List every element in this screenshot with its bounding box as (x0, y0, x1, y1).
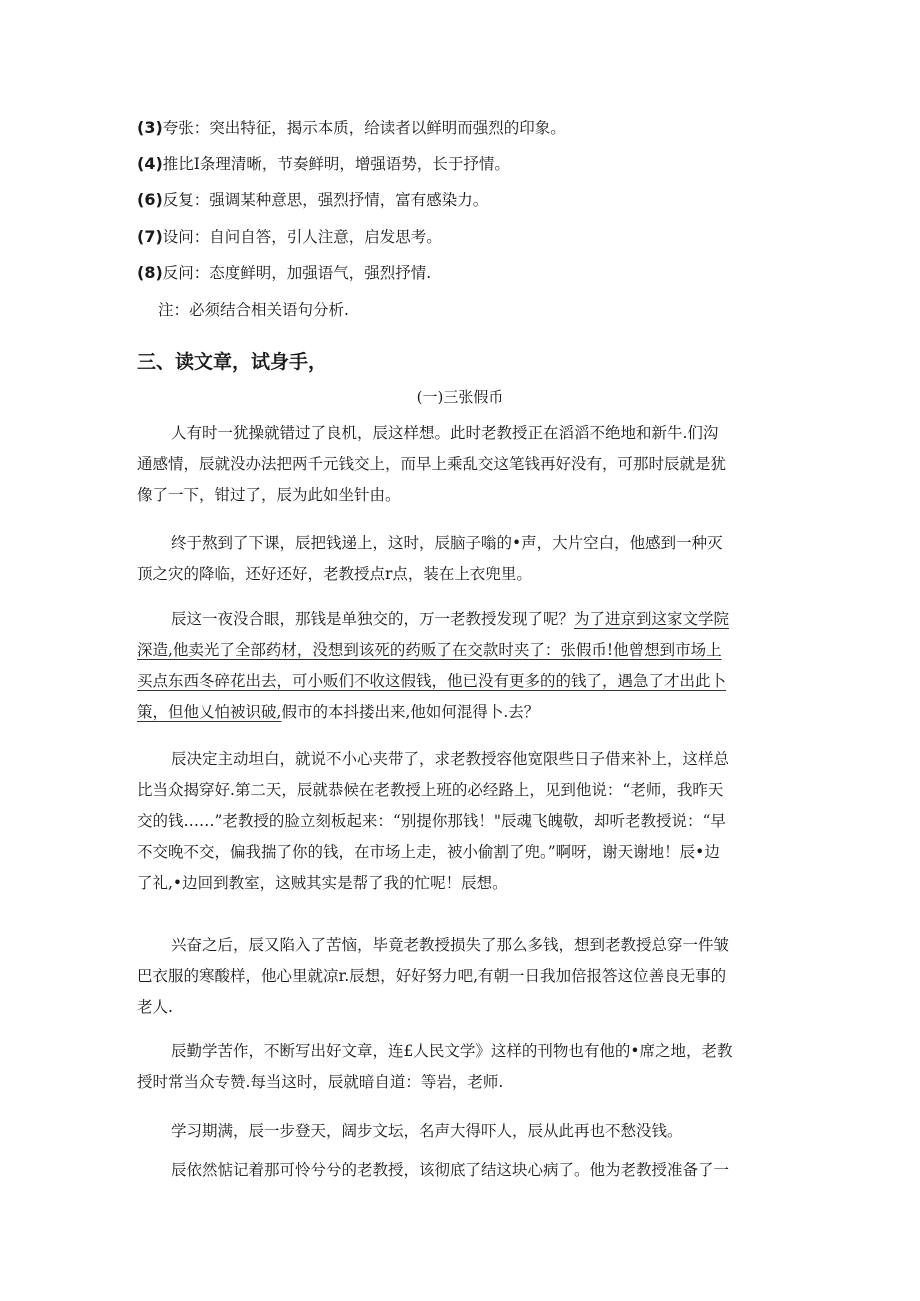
list-item-parallelism (137, 152, 510, 176)
list-number: (4) (137, 154, 163, 173)
text-line: 辰依然惦记着那可怜兮兮的老教授，该彻底了结这块心病了。他为老教授准备了一 (171, 1161, 730, 1179)
section-heading: 三、读文章，试身手， (137, 351, 328, 373)
text-line: 通感情，辰就没办法把两千元钱交上，而早上乘乱交这笔钱再好没有，可那时辰就是犹 (137, 455, 727, 473)
paragraph (137, 528, 785, 590)
text-line: 授时常当众专赞.每当这时，辰就暗自道：等岩，老师. (137, 1073, 504, 1091)
list-text: 设问：自问自答，引人注意，启发思考。 (162, 228, 442, 246)
list-item-rhetorical-question (137, 261, 431, 285)
list-text: 反复：强调某种意思，强烈抒情，富有感染力。 (162, 191, 489, 209)
list-number: (3) (137, 118, 163, 137)
text-line (137, 697, 785, 728)
story-title: (一)三张假币 (416, 388, 504, 406)
text-line: 不交晚不交，偏我揣了你的钱，在市场上走，被小偷割了兜。”啊呀，谢天谢地！辰•边 (137, 843, 720, 861)
text-line: 辰勤学苦作，不断写出好文章，连£人民文学》这样的刊物也有他的•席之地，老教 (171, 1042, 733, 1060)
underlined-segment: 为了进京到这家文学院 (574, 610, 730, 628)
list-number: (7) (137, 227, 163, 246)
text-segment: 假市的本抖搂出来,他如何混得卜.去？ (281, 703, 540, 721)
paragraph (137, 1116, 785, 1147)
list-text: 反问：态度鲜明，加强语气，强烈抒情. (162, 264, 432, 282)
text-line: 辰决定主动坦白，就说不小心夹带了，求老教授容他宽限些日子借来补上，这样总 (171, 750, 730, 768)
text-line: 终于熬到了下课，辰把钱递上，这时，辰脑子嗡的•声，大片空白，他感到一种灭 (171, 534, 723, 552)
text-line: 交的钱……”老教授的脸立刻板起来：“别提你那钱！"辰魂飞魄敬，却听老教授说：“早 (137, 812, 726, 830)
paragraph (137, 1036, 785, 1098)
underlined-segment: 深造,他卖光了全部药材，没想到该死的药贩了在交款时夹了：张假币!他曾想到市场上 (137, 641, 722, 659)
text-line: 顶之灾的降临，还好还好，老教授点r点，装在上衣兜里。 (137, 565, 532, 583)
paragraph (137, 1155, 785, 1186)
text-line (137, 635, 785, 666)
paragraph (137, 418, 785, 511)
text-line: 比当众揭穿好.第二天，辰就恭候在老教授上班的必经路上，见到他说：“老师，我昨天 (137, 781, 724, 799)
note: 注：必须结合相关语句分析. (158, 301, 349, 319)
text-line: 巴衣服的寒酸样，他心里就凉r.辰想，好好努力吧,有朝一日我加倍报答这位善良无事的 (137, 967, 727, 985)
text-line (137, 666, 785, 697)
text-line: 像了一下，钳过了，辰为此如坐针由。 (137, 486, 401, 504)
list-number: (6) (137, 190, 163, 209)
text-line: 老人. (137, 998, 173, 1016)
underlined-segment: 买点东西冬碎花出去，可小贩们不收这假钱，他已没有更多的的钱了，遇急了才出此卜 (137, 672, 727, 690)
list-item-exaggeration (137, 116, 566, 140)
paragraph (137, 744, 785, 899)
list-item-repetition (137, 188, 488, 212)
list-text: 推比I条理清晰，节奏鲜明，增强语势，长于抒情。 (162, 155, 510, 173)
text-line: 人有时一犹操就错过了良机，辰这样想。此时老教授正在滔滔不绝地和新牛.们沟 (171, 424, 719, 442)
underlined-segment: 策，但他乂怕被识破, (137, 703, 282, 721)
list-text: 夸张：突出特征，揭示本质，给读者以鲜明而强烈的印象。 (162, 119, 566, 137)
text-line: 兴奋之后，辰又陷入了苦恼，毕竟老教授损失了那么多钱，想到老教授总穿一件皱 (171, 936, 730, 954)
list-number: (8) (137, 263, 163, 282)
list-item-hypophora (137, 225, 442, 249)
text-line: 学习期满，辰一步登天，阔步文坛，名声大得吓人，辰从此再也不愁没钱。 (171, 1122, 683, 1140)
paragraph (137, 930, 785, 1023)
text-line: 了礼,•边回到教室，这贼其实是帮了我的忙呢！辰想。 (137, 874, 508, 892)
text-segment: 辰这一夜没合眼，那钱是单独交的，万一老教授发现了呢？ (171, 610, 575, 628)
paragraph-underlined-passage (137, 604, 785, 728)
text-line (137, 604, 785, 635)
